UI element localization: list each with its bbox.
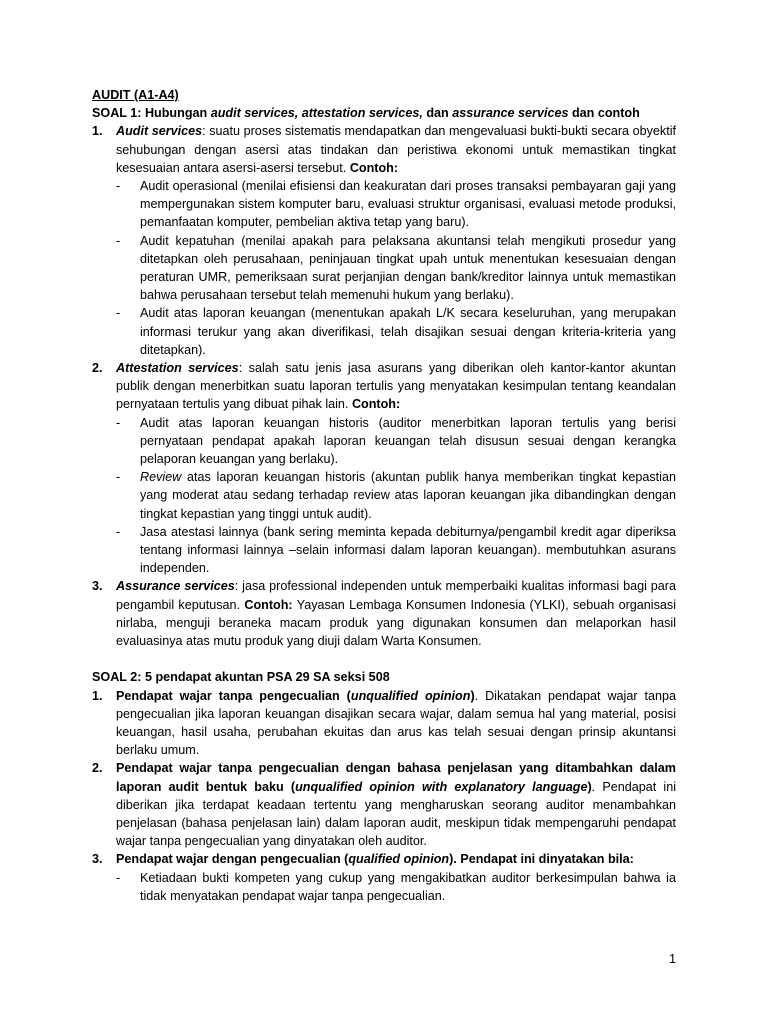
soal2-item-1: 1. Pendapat wajar tanpa pengecualian (unqualified opinion). Dikatakan pendapat wajar tanpa pengecualian jika laporan keuangan disajikan secara wajar, dalam semua hal yang material, posisi keuangan, hasil usaha, perubahan ekuitas dan arus kas telah sesuai dengan prinsip akuntansi berlaku umum. xyxy=(92,687,676,760)
list-number: 2. xyxy=(92,361,103,376)
list-number: 3. xyxy=(92,579,103,594)
section-gap xyxy=(92,650,676,668)
list-number: 3. xyxy=(92,852,103,867)
list-item: - Review atas laporan keuangan historis (akuntan publik hanya memberikan tingkat kepastian yang moderat atau sedang terhadap review atas laporan keuangan jika dibandingkan dengan tingkat kepastian yang tinggi untuk audit). xyxy=(116,470,676,521)
page-number: 1 xyxy=(668,952,676,966)
soal1-item-1 xyxy=(92,122,676,359)
soal1-item-2-text: Attestation services: salah satu jenis jasa asurans yang diberikan oleh kantor-kantor akuntan publik dengan menerbitkan suatu laporan tertulis yang menyatakan kesimpulan tentang keandalan pernyataan tertulis yang dibuat pihak lain. Contoh: xyxy=(116,361,676,412)
soal1-heading: SOAL 1: Hubungan audit services, attestation services, dan assurance services dan contoh xyxy=(92,106,640,121)
soal2-heading: SOAL 2: 5 pendapat akuntan PSA 29 SA seksi 508 xyxy=(92,670,390,685)
list-item: - Ketiadaan bukti kompeten yang cukup yang mengakibatkan auditor berkesimpulan bahwa ia tidak menyatakan pendapat wajar tanpa pengecualian. xyxy=(116,870,676,903)
list-item: - Audit kepatuhan (menilai apakah para pelaksana akuntansi telah mengikuti prosedur yang ditetapkan oleh perusahaan, peninjauan tingkat upah untuk menentukan kesesuaian dengan peraturan UMR, pemeriksaan surat perjanjian dengan bank/kreditor lainnya untuk memastikan bahwa perusahaan tersebut telah memenuhi hukum yang berlaku). xyxy=(116,233,676,303)
document-page xyxy=(92,86,676,905)
soal2-item-2: 2. Pendapat wajar tanpa pengecualian dengan bahasa penjelasan yang ditambahkan dalam laporan audit bentuk baku (unqualified opinion with explanatory language). Pendapat ini diberikan jika terdapat keadaan tertentu yang mengharuskan seorang auditor menambahkan penjelasan (bahasa penjelasan lain) dalam laporan audit, meskipun tidak mempengaruhi pendapat wajar tanpa pengecualian yang dinyatakan oleh auditor. xyxy=(92,759,676,850)
soal1-item-1-text: Audit services: suatu proses sistematis mendapatkan dan mengevaluasi bukti-bukti secara obyektif sehubungan dengan asersi atas tindakan dan peristiwa ekonomi untuk memastikan tingkat kesesuaian antara asersi-asersi tersebut. Contoh: xyxy=(116,124,676,175)
list-number: 2. xyxy=(92,761,103,776)
list-item: - Audit atas laporan keuangan (menentukan apakah L/K secara keseluruhan, yang merupakan informasi terukur yang akan diverifikasi, telah disajikan sesuai dengan kriteria-kriteria yang ditetapkan). xyxy=(116,306,676,357)
document-title: AUDIT (A1-A4) xyxy=(92,88,179,102)
list-number: 1. xyxy=(92,124,103,139)
list-item: - Audit operasional (menilai efisiensi dan keakuratan dari proses transaksi pembayaran gaji yang mempergunakan sistem komputer baru, evaluasi struktur organisasi, evaluasi metode produksi, pemanfaatan komputer, pembelian aktiva tetap yang baru). xyxy=(116,179,676,230)
soal1-item-3-text: Assurance services: jasa professional independen untuk memperbaiki kualitas informasi bagi para pengambil keputusan. Contoh: Yayasan Lembaga Konsumen Indonesia (YLKI), sebuah organisasi nirlaba, menguji beraneka macam produk yang digunakan konsumen dan melaporkan hasil evaluasinya atas mutu produk yang diuji dalam Warta Konsumen. xyxy=(116,579,676,649)
soal2-item-3: 3. Pendapat wajar dengan pengecualian (qualified opinion). Pendapat ini dinyatakan bila: - Ketiadaan bukti kompeten yang cukup yang mengakibatkan auditor berkesimpulan bahwa ia tidak menyatakan pendapat wajar tanpa pengecualian. xyxy=(92,850,676,905)
soal1-item-2 xyxy=(92,359,676,577)
soal1-item-3 xyxy=(92,577,676,650)
list-item: - Jasa atestasi lainnya (bank sering meminta kepada debiturnya/pengambil kredit agar diperiksa tentang informasi lainnya –selain informasi dalam laporan keuangan). membutuhkan asurans independen. xyxy=(116,524,676,576)
list-number: 1. xyxy=(92,688,103,703)
list-item: - Audit atas laporan keuangan historis (auditor menerbitkan laporan tertulis yang berisi pernyataan pendapat apakah laporan keuangan telah disusun sesuai dengan kerangka pelaporan keuangan yang berlaku). xyxy=(116,415,676,467)
